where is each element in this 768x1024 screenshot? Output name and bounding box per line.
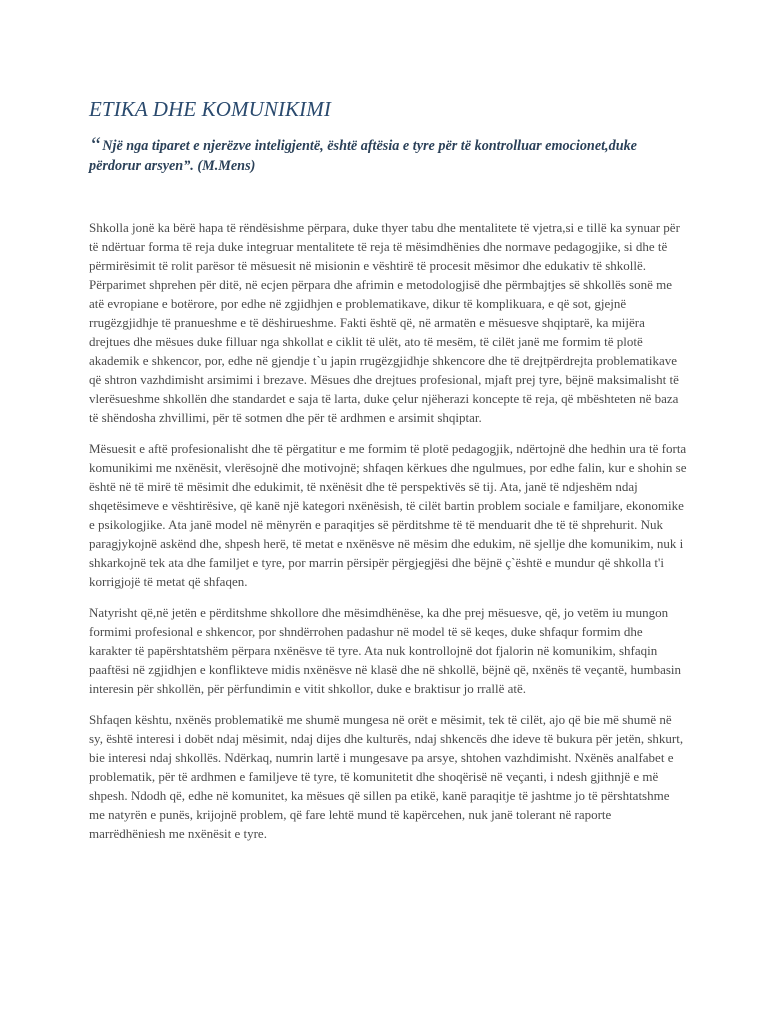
body-paragraph-2: Mësuesit e aftë profesionalisht dhe të përgatitur e me formim të plotë pedagogjik, ndërtojnë dhe hedhin ura të forta komunikimi me nxënësit, vlerësojnë dhe motivojnë; shfaqen kërkues dhe ngulmues, por edhe falin, kur e shohin se është në të mirë të mësimit dhe edukimit, të nxënësit dhe të perspektivës së tij. Ata, janë të ndjeshëm ndaj shqetësimeve e vështirësive, që kanë një kategori nxënësish, të cilët bartin problem sociale e familjare, ekonomike e psikologjike. Ata janë model në mënyrën e paraqitjes së përditshme të të menduarit dhe të të shprehurit. Nuk paragjykojnë askënd dhe, shpesh herë, të metat e nxënësve në mësim dhe edukim, në sjellje dhe komunikim, nuk i shkarkojnë tek ata dhe familjet e tyre, por marrin përsipër përgjegjësi dhe bëjnë ç`është e mundur që shkolla t'i korrigjojë të metat që shfaqen.	[89, 441, 687, 589]
body-paragraph-1: Shkolla jonë ka bërë hapa të rëndësishme përpara, duke thyer tabu dhe mentalitete të vjetra,si e tillë ka synuar për të ndërtuar forma të reja duke integruar mentalitete të reja të mësimdhënies dhe normave pedagogjike, si dhe të përmirësimit të rolit parësor të mësuesit në misionin e vështirë të procesit mësimor dhe edukativ të shkollë. Përparimet shprehen për ditë, në ecjen përpara dhe afrimin e metodologjisë dhe përmbajtjes së shkollës sonë me atë evropiane e botërore, por edhe në zgjidhjen e problematikave, dikur të komplikuara, e që sot, gjejnë rrugëzgjidhje të pranueshme e të dëshirueshme. Fakti është që, në armatën e mësuesve shqiptarë, ka mijëra drejtues dhe mësues duke filluar nga shkollat e ciklit të ulët, ato të mesëm, të cilët janë me formim të plotë akademik e shkencor, por, edhe në gjendje t`u japin rrugëzgjidhje shkencore dhe të drejtpërdrejta problematikave që shtron vazhdimisht arsimimi i brezave. Mësues dhe drejtues profesional, mjaft prej tyre, bëjnë maksimalisht të vlerësueshme shkollën dhe standardet e saja të larta, duke çelur njëherazi koncepte të reja, që mbështeten në baza të shëndosha zhvillimi, për të sotmen dhe për të ardhmen e arsimit shqiptar.	[89, 220, 680, 425]
epigraph-quote	[89, 132, 689, 176]
document-title: ETIKA DHE KOMUNIKIMI	[89, 97, 331, 121]
quote-open-mark: “	[89, 132, 102, 157]
body-paragraph-4: Shfaqen kështu, nxënës problematikë me shumë mungesa në orët e mësimit, tek të cilët, ajo që bie më shumë në sy, është interesi i dobët ndaj mësimit, ndaj dijes dhe kulturës, ndaj shkencës dhe ideve të bukura për jetën, shkurt, bie interesi ndaj shkollës. Ndërkaq, numrin lartë i mungesave pa arsye, shtohen vazhdimisht. Nxënës analfabet e problematik, për të ardhmen e familjeve të tyre, të komunitetit dhe shoqërisë në veçanti, i ndesh gjithnjë e më shpesh. Ndodh që, edhe në komunitet, ka mësues që sillen pa etikë, kanë paraqitje të jashtme jo të përshtatshme me natyrën e punës, krijojnë problem, që fare lehtë mund të kapërcehen, nuk janë tolerant në raporte marrëdhëniesh me nxënësit e tyre.	[89, 712, 684, 841]
body-paragraph-3: Natyrisht që,në jetën e përditshme shkollore dhe mësimdhënëse, ka dhe prej mësuesve, që, jo vetëm iu mungon formimi profesional e shkencor, por shndërrohen padashur në model të së keqes, duke shfaqur formim dhe karakter të papërshtatshëm përpara nxënësve të tyre. Ata nuk kontrollojnë dot fjalorin në komunikim, shfaqin paaftësi në zgjidhjen e konflikteve midis nxënësve në klasë dhe në shkollë, bëjnë që, nxënës të veçantë, humbasin interesin për shkollën, për përfundimin e vitit shkollor, duke e braktisur jo rrallë atë.	[89, 605, 682, 696]
quote-text: Një nga tiparet e njerëzve inteligjentë, është aftësia e tyre për të kontrolluar emocionet,duke përdorur arsyen”. (M.Mens)	[89, 138, 637, 174]
document-body	[89, 218, 687, 855]
